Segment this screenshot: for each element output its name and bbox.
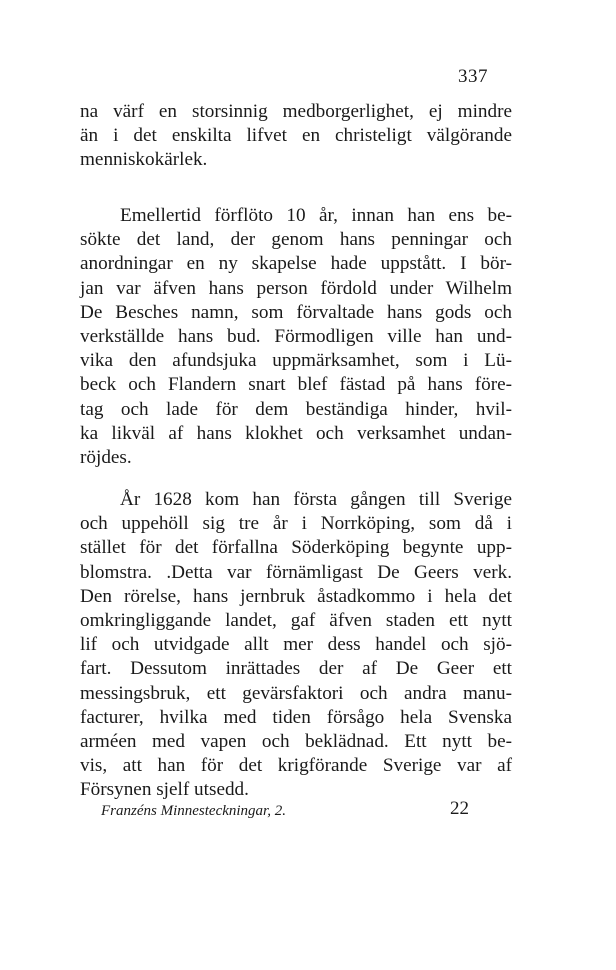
text-line: och uppehöll sig tre år i Norrköping, som då i — [80, 513, 512, 535]
text-line: menniskokärlek. — [80, 149, 208, 171]
page-number: 337 — [458, 66, 488, 87]
paragraph-2 — [80, 204, 512, 470]
text-line: beck och Flandern snart blef fästad på hans före- — [80, 374, 512, 396]
text-line: vis, att han för det krigförande Sverige var af — [80, 755, 512, 777]
text-line: Försynen sjelf utsedd. — [80, 779, 249, 801]
text-line: messingsbruk, ett gevärsfaktori och andra manu- — [80, 682, 512, 704]
signature-mark: 22 — [450, 798, 469, 819]
paragraph-1 — [80, 100, 512, 173]
footer-title — [101, 803, 471, 820]
text-line: Emellertid förflöto 10 år, innan han ens be- — [120, 205, 512, 226]
text-line: sökte det land, der genom hans penningar och — [80, 229, 512, 251]
text-line: blomstra. .Detta var förnämligast De Geers verk. — [80, 561, 512, 583]
text-line: stället för det förfallna Söderköping begynte upp- — [80, 537, 512, 559]
paragraph-3 — [80, 488, 512, 803]
text-line: facturer, hvilka med tiden försågo hela Svenska — [80, 706, 512, 728]
text-line: verkställde hans bud. Förmodligen ville han und- — [80, 326, 512, 348]
text-line: vika den afundsjuka uppmärksamhet, som i Lü- — [80, 350, 512, 372]
text-line: röjdes. — [80, 447, 132, 469]
text-line: De Besches namn, som förvaltade hans gods och — [80, 301, 512, 323]
book-title: Franzéns Minnesteckningar, 2. — [101, 803, 286, 819]
text-line: anordningar en ny skapelse hade uppstått. I bör- — [80, 253, 512, 275]
text-line: fart. Dessutom inrättades der af De Geer ett — [80, 658, 512, 680]
text-line: Den rörelse, hans jernbruk åstadkommo i hela det — [80, 585, 512, 607]
text-line: tag och lade för dem beständiga hinder, hvil- — [80, 398, 512, 420]
text-line: na värf en storsinnig medborgerlighet, ej mindre — [80, 101, 512, 122]
text-line: lif och utvidgade allt mer dess handel och sjö- — [80, 634, 512, 656]
text-line: arméen med vapen och beklädnad. Ett nytt be- — [80, 731, 512, 753]
text-line: än i det enskilta lifvet en christeligt välgörande — [80, 125, 512, 147]
text-line: omkringliggande landet, gaf äfven staden ett nytt — [80, 610, 512, 632]
text-line: ka likväl af hans klokhet och verksamhet undan- — [80, 422, 512, 444]
text-line: År 1628 kom han första gången till Sverige — [120, 489, 512, 510]
text-line: jan var äfven hans person fördold under Wilhelm — [80, 277, 512, 299]
